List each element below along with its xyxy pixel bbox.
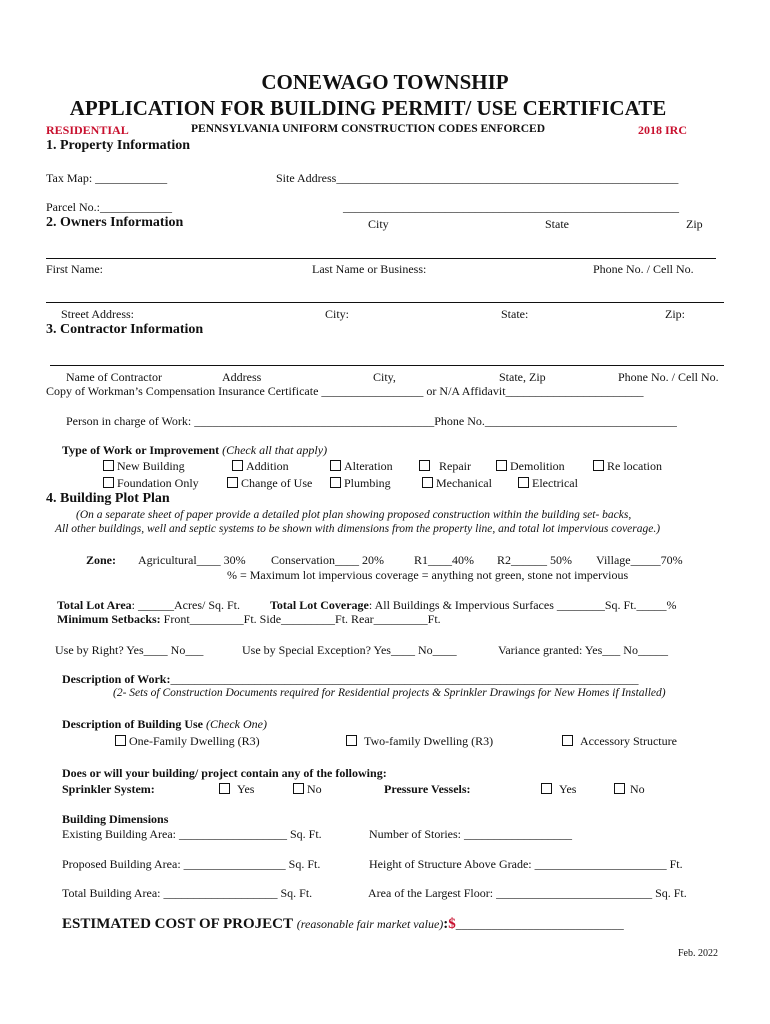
work-option-new-building[interactable]: New Building xyxy=(103,459,185,474)
largest-floor-field[interactable]: Area of the Largest Floor: __________________________ Sq. Ft. xyxy=(368,886,687,900)
systems-question: Does or will your building/ project contain any of the following: xyxy=(62,766,387,780)
checkbox[interactable] xyxy=(330,460,341,471)
plot-plan-note-2: All other buildings, well and septic systems to be shown with dimensions from the property line, and total lot impervious coverage.) xyxy=(55,523,661,535)
owner-street-label: Street Address: xyxy=(61,307,134,321)
parcel-field[interactable]: Parcel No.:____________ xyxy=(46,200,172,214)
zone-village[interactable]: Village_____70% xyxy=(596,553,683,567)
contractor-phone-label: Phone No. / Cell No. xyxy=(618,370,719,384)
work-option-foundation[interactable]: Foundation Only xyxy=(103,476,199,491)
owners-address-line[interactable] xyxy=(46,302,724,303)
use-two-family[interactable]: Two-family Dwelling (R3) xyxy=(346,734,493,749)
property-heading: 1. Property Information xyxy=(46,138,190,153)
construction-documents-note: (2- Sets of Construction Documents required for Residential projects & Sprinkler Drawings for New Homes if Installed) xyxy=(113,687,666,699)
checkbox[interactable] xyxy=(614,783,625,794)
workmans-comp-field[interactable]: Copy of Workman’s Compensation Insurance Certificate _________________ or N/A Affidavit_______________________ xyxy=(46,384,644,398)
zone-r2[interactable]: R2______ 50% xyxy=(497,553,572,567)
existing-area-field[interactable]: Existing Building Area: __________________ Sq. Ft. xyxy=(62,827,322,841)
total-area-field[interactable]: Total Building Area: ___________________ Sq. Ft. xyxy=(62,886,313,900)
minimum-setbacks-field[interactable]: Minimum Setbacks: Front_________Ft. Side_________Ft. Rear_________Ft. xyxy=(57,612,441,626)
building-dimensions-heading: Building Dimensions xyxy=(62,812,169,826)
irc-label: 2018 IRC xyxy=(638,123,688,137)
owner-zip-label: Zip: xyxy=(665,307,685,321)
work-option-plumbing[interactable]: Plumbing xyxy=(330,476,391,491)
checkbox[interactable] xyxy=(219,783,230,794)
work-option-addition[interactable]: Addition xyxy=(232,459,289,474)
variance-field[interactable]: Variance granted: Yes___ No_____ xyxy=(498,643,668,657)
plot-plan-heading: 4. Building Plot Plan xyxy=(46,491,170,506)
work-option-relocation[interactable]: Re location xyxy=(593,459,662,474)
township-name: CONEWAGO TOWNSHIP xyxy=(261,70,509,94)
contractor-name-label: Name of Contractor xyxy=(66,370,162,384)
proposed-area-field[interactable]: Proposed Building Area: _________________ Sq. Ft. xyxy=(62,857,321,871)
total-lot-area-field[interactable]: Total Lot Area: ______Acres/ Sq. Ft. xyxy=(57,598,241,612)
tax-map-field[interactable]: Tax Map: ____________ xyxy=(46,171,168,185)
work-option-alteration[interactable]: Alteration xyxy=(330,459,393,474)
contractor-city-label: City, xyxy=(373,370,396,384)
sprinkler-no[interactable]: No xyxy=(293,782,322,797)
pressure-yes[interactable]: Yes xyxy=(541,782,576,797)
owners-name-line[interactable] xyxy=(46,258,716,259)
pressure-no[interactable]: No xyxy=(614,782,645,797)
checkbox[interactable] xyxy=(293,783,304,794)
zone-r1[interactable]: R1____40% xyxy=(414,553,474,567)
form-date: Feb. 2022 xyxy=(678,948,718,959)
work-type-label: Type of Work or Improvement (Check all that apply) xyxy=(62,443,328,457)
residential-label: RESIDENTIAL xyxy=(46,123,129,137)
work-option-demolition[interactable]: Demolition xyxy=(496,459,565,474)
sprinkler-yes[interactable]: Yes xyxy=(219,782,254,797)
first-name-label: First Name: xyxy=(46,262,103,276)
checkbox[interactable] xyxy=(496,460,507,471)
estimated-cost-field[interactable]: ESTIMATED COST OF PROJECT (reasonable fair market value):$____________________________ xyxy=(62,916,624,932)
building-use-label: Description of Building Use (Check One) xyxy=(62,717,267,731)
work-option-mechanical[interactable]: Mechanical xyxy=(422,476,492,491)
checkbox[interactable] xyxy=(227,477,238,488)
form-title: APPLICATION FOR BUILDING PERMIT/ USE CERTIFICATE xyxy=(69,96,667,120)
height-field[interactable]: Height of Structure Above Grade: ______________________ Ft. xyxy=(369,857,683,871)
checkbox[interactable] xyxy=(103,460,114,471)
checkbox[interactable] xyxy=(422,477,433,488)
property-city-label: City xyxy=(368,217,389,231)
property-state-label: State xyxy=(545,217,569,231)
checkbox[interactable] xyxy=(103,477,114,488)
property-zip-label: Zip xyxy=(686,217,703,231)
contractor-heading: 3. Contractor Information xyxy=(46,322,204,337)
contractor-line[interactable] xyxy=(50,365,724,366)
plot-plan-note-1: (On a separate sheet of paper provide a detailed plot plan showing proposed construction within the building set- backs, xyxy=(76,509,632,521)
use-accessory[interactable]: Accessory Structure xyxy=(562,734,677,749)
sprinkler-label: Sprinkler System: xyxy=(62,782,155,796)
zone-conservation[interactable]: Conservation____ 20% xyxy=(271,553,384,567)
checkbox[interactable] xyxy=(232,460,243,471)
work-option-change-of-use[interactable]: Change of Use xyxy=(227,476,312,491)
contractor-address-label: Address xyxy=(222,370,262,384)
total-lot-coverage-field[interactable]: Total Lot Coverage: All Buildings & Impervious Surfaces ________Sq. Ft._____% xyxy=(270,598,677,612)
special-exception-field[interactable]: Use by Special Exception? Yes____ No____ xyxy=(242,643,457,657)
codes-label: PENNSYLVANIA UNIFORM CONSTRUCTION CODES ENFORCED xyxy=(191,123,545,135)
zone-label: Zone: xyxy=(86,553,116,567)
checkbox[interactable] xyxy=(541,783,552,794)
owner-state-label: State: xyxy=(501,307,529,321)
site-address-line2[interactable]: ________________________________________________________ xyxy=(343,200,679,214)
checkbox[interactable] xyxy=(562,735,573,746)
checkbox[interactable] xyxy=(115,735,126,746)
contractor-state-zip-label: State, Zip xyxy=(499,370,546,384)
description-of-work-field[interactable]: Description of Work:______________________________________________________________________________ xyxy=(62,672,639,686)
owners-heading: 2. Owners Information xyxy=(46,215,184,230)
checkbox[interactable] xyxy=(419,460,430,471)
owner-city-label: City: xyxy=(325,307,350,321)
checkbox[interactable] xyxy=(330,477,341,488)
owner-phone-label: Phone No. / Cell No. xyxy=(593,262,694,276)
checkbox[interactable] xyxy=(593,460,604,471)
use-one-family[interactable]: One-Family Dwelling (R3) xyxy=(115,734,260,749)
use-by-right-field[interactable]: Use by Right? Yes____ No___ xyxy=(55,643,204,657)
zone-note: % = Maximum lot impervious coverage = anything not green, stone not impervious xyxy=(227,568,629,582)
work-option-electrical[interactable]: Electrical xyxy=(518,476,578,491)
zone-agricultural[interactable]: Agricultural____ 30% xyxy=(138,553,246,567)
pressure-vessels-label: Pressure Vessels: xyxy=(384,782,471,796)
checkbox[interactable] xyxy=(346,735,357,746)
work-option-repair[interactable]: Repair xyxy=(419,459,471,474)
last-name-label: Last Name or Business: xyxy=(312,262,427,276)
person-in-charge-field[interactable]: Person in charge of Work: ________________________________________Phone No.________________________________ xyxy=(66,414,677,428)
checkbox[interactable] xyxy=(518,477,529,488)
site-address-field[interactable]: Site Address_________________________________________________________ xyxy=(276,171,679,185)
number-of-stories-field[interactable]: Number of Stories: __________________ xyxy=(369,827,572,841)
